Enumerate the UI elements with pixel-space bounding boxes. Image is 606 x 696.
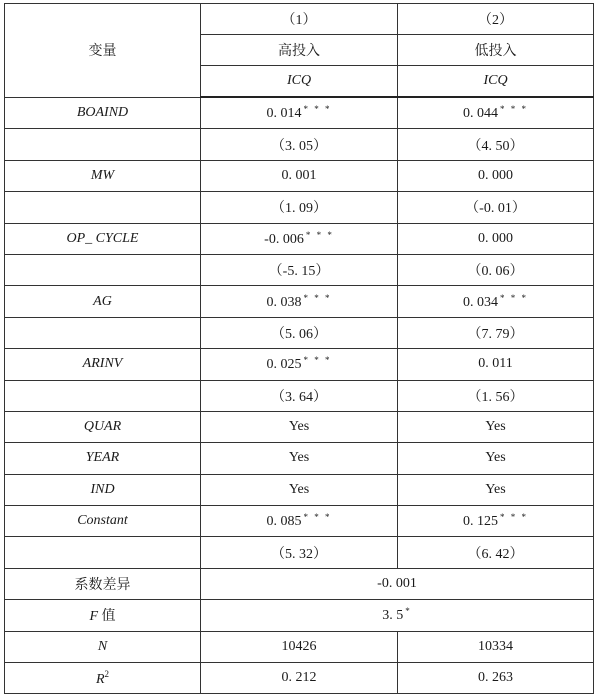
value-cell-col2 xyxy=(398,537,594,568)
table-footer xyxy=(5,568,594,694)
value-cell-col2 xyxy=(398,317,594,348)
value-text: Yes xyxy=(485,481,506,497)
significance-stars: * * * xyxy=(303,104,332,115)
value-text: 0. 000 xyxy=(478,167,513,183)
table-row xyxy=(5,254,594,285)
f-value xyxy=(201,600,594,631)
value-text: Yes xyxy=(485,419,506,435)
value-cell-col1 xyxy=(201,286,398,317)
n-label: N xyxy=(5,631,201,662)
table-row xyxy=(5,286,594,317)
value-cell-col2 xyxy=(398,443,594,474)
table-row xyxy=(5,349,594,380)
value-text: Yes xyxy=(288,419,310,435)
variable-name-cell: QUAR xyxy=(5,411,201,442)
value-cell-col1 xyxy=(201,443,398,474)
value-text: 0. 014 xyxy=(266,106,302,122)
value-cell-col2 xyxy=(398,380,594,411)
significance-stars: * * * xyxy=(500,104,528,115)
significance-stars: * * * xyxy=(500,292,528,303)
n-value-2: 10334 xyxy=(398,631,594,662)
r2-row xyxy=(5,663,594,694)
value-cell-col1 xyxy=(201,411,398,442)
variable-name-cell xyxy=(5,254,201,285)
group-label-low: 低投入 xyxy=(398,35,594,66)
value-cell-col2 xyxy=(398,129,594,160)
dep-var-2: ICQ xyxy=(398,66,594,98)
table-row xyxy=(5,537,594,568)
group-label-high: 高投入 xyxy=(201,35,398,66)
value-cell-col2 xyxy=(398,192,594,223)
significance-stars: * * * xyxy=(303,355,332,366)
value-cell-col1 xyxy=(201,474,398,505)
table-row xyxy=(5,380,594,411)
coef-diff-label: 系数差异 xyxy=(5,568,201,599)
r2-label-sup: 2 xyxy=(104,668,110,679)
variable-name-cell: YEAR xyxy=(5,443,201,474)
variable-name-cell xyxy=(5,192,201,223)
value-cell-col1 xyxy=(201,129,398,160)
value-cell-col1 xyxy=(201,254,398,285)
value-text: （1. 09） xyxy=(271,201,327,217)
table-row xyxy=(5,192,594,223)
variable-name-cell: Constant xyxy=(5,506,201,537)
value-text: 0. 038 xyxy=(266,294,302,310)
value-cell-col2 xyxy=(398,97,594,129)
table-row xyxy=(5,506,594,537)
f-value-row xyxy=(5,600,594,631)
value-cell-col2 xyxy=(398,349,594,380)
n-value-1: 10426 xyxy=(201,631,398,662)
value-text: （6. 42） xyxy=(467,546,524,562)
value-cell-col2 xyxy=(398,160,594,191)
value-text: 0. 125 xyxy=(463,514,498,530)
col-number-1: （1） xyxy=(201,4,398,35)
table-row xyxy=(5,223,594,254)
table-row xyxy=(5,160,594,191)
value-cell-col1 xyxy=(201,160,398,191)
significance-stars: * * * xyxy=(303,292,332,303)
value-cell-col1 xyxy=(201,223,398,254)
value-text: -0. 006 xyxy=(264,231,304,247)
col-number-2: （2） xyxy=(398,4,594,35)
value-cell-col1 xyxy=(201,192,398,223)
significance-stars: * * * xyxy=(305,229,334,240)
value-text: Yes xyxy=(288,481,310,497)
value-text: 0. 025 xyxy=(266,357,302,373)
variable-name-cell xyxy=(5,129,201,160)
value-text: （4. 50） xyxy=(467,138,524,154)
value-text: 0. 011 xyxy=(478,356,513,372)
variable-name-cell: OP_ CYCLE xyxy=(5,223,201,254)
value-cell-col2 xyxy=(398,474,594,505)
variable-name-cell xyxy=(5,317,201,348)
value-text: 0. 034 xyxy=(463,294,498,310)
coef-diff-value: -0. 001 xyxy=(201,568,594,599)
significance-stars: * * * xyxy=(500,512,528,523)
value-text: （-5. 15） xyxy=(268,264,330,280)
significance-stars: * * * xyxy=(303,512,332,523)
value-cell-col2 xyxy=(398,254,594,285)
value-cell-col2 xyxy=(398,286,594,317)
value-text: 0. 085 xyxy=(266,514,302,530)
f-label-text: 值 xyxy=(98,609,116,625)
variable-name-cell: ARINV xyxy=(5,349,201,380)
f-value-number: 3. 5 xyxy=(382,608,404,624)
f-label-var: F xyxy=(89,609,99,625)
value-cell-col2 xyxy=(398,506,594,537)
r2-label-var: R xyxy=(95,671,105,687)
value-cell-col1 xyxy=(201,537,398,568)
value-text: （0. 06） xyxy=(467,264,524,280)
table-row xyxy=(5,474,594,505)
value-text: 0. 000 xyxy=(478,230,513,246)
table-body xyxy=(5,97,594,568)
variable-name-cell: MW xyxy=(5,160,201,191)
regression-table xyxy=(4,3,594,694)
value-cell-col1 xyxy=(201,317,398,348)
regression-table-container xyxy=(4,3,593,694)
value-cell-col1 xyxy=(201,349,398,380)
value-text: （1. 56） xyxy=(467,389,524,405)
variable-header: 变量 xyxy=(5,4,201,98)
table-row xyxy=(5,129,594,160)
f-value-stars: * xyxy=(405,606,412,617)
value-cell-col1 xyxy=(201,97,398,129)
variable-name-cell: AG xyxy=(5,286,201,317)
value-text: 0. 001 xyxy=(281,167,317,183)
dep-var-1: ICQ xyxy=(201,66,398,98)
value-cell-col2 xyxy=(398,411,594,442)
f-value-label xyxy=(5,600,201,631)
header-row-col-numbers xyxy=(5,4,594,35)
variable-name-cell xyxy=(5,380,201,411)
value-cell-col1 xyxy=(201,506,398,537)
n-row xyxy=(5,631,594,662)
coef-diff-row xyxy=(5,568,594,599)
value-text: （5. 32） xyxy=(271,546,327,562)
table-row xyxy=(5,411,594,442)
value-text: （-0. 01） xyxy=(465,201,526,217)
r2-value-2: 0. 263 xyxy=(398,663,594,694)
r2-label xyxy=(5,663,201,694)
variable-name-cell: IND xyxy=(5,474,201,505)
table-row xyxy=(5,317,594,348)
table-row xyxy=(5,97,594,129)
value-text: （7. 79） xyxy=(467,326,524,342)
variable-name-cell xyxy=(5,537,201,568)
value-text: （3. 05） xyxy=(271,138,327,154)
r2-value-1: 0. 212 xyxy=(201,663,398,694)
table-row xyxy=(5,443,594,474)
value-text: （5. 06） xyxy=(271,326,327,342)
variable-name-cell: BOAIND xyxy=(5,97,201,129)
value-text: Yes xyxy=(485,450,506,466)
value-text: Yes xyxy=(288,450,310,466)
value-cell-col1 xyxy=(201,380,398,411)
value-text: 0. 044 xyxy=(463,106,498,122)
value-cell-col2 xyxy=(398,223,594,254)
value-text: （3. 64） xyxy=(271,389,327,405)
